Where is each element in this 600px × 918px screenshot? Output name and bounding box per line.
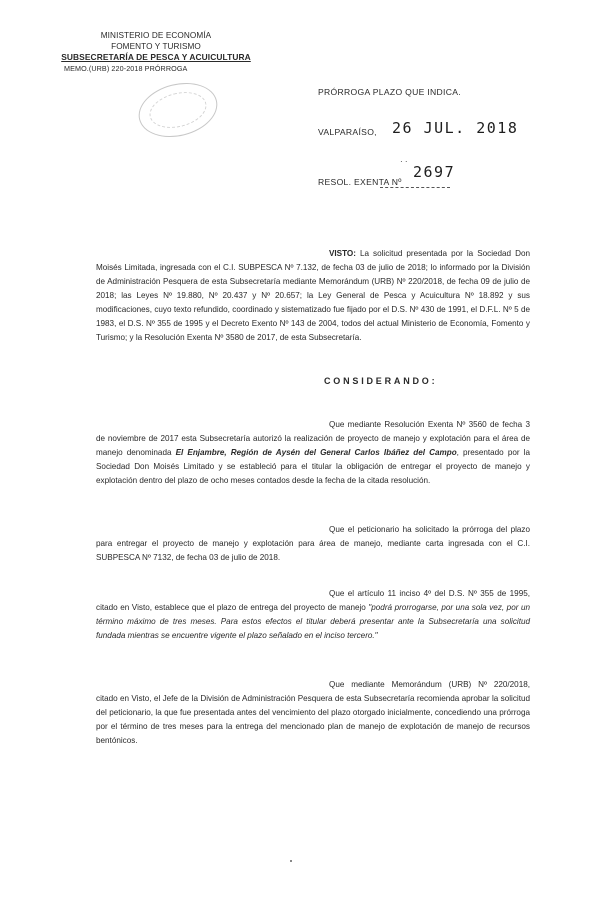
visto-paragraph <box>96 247 530 345</box>
p1-text-a: Que mediante Resolución Exenta Nº 3560 de fecha 3 de noviembre de 2017 esta Subsecretaría autorizó la realización de proyecto de manejo y explotación para el área de manejo denominada <box>96 420 530 457</box>
considerando-paragraph-4: Que mediante Memorándum (URB) Nº 220/2018, citado en Visto, el Jefe de la División de Administración Pesquera de esta Subsecretaría recomienda aprobar la solicitud del peticionario, la que fue presentada antes del vencimiento del plazo otorgado inicialmente, concediendo una prórroga por el término de tres meses para la entrega del mencionado plan de manejo de explotación de manejo de recursos bentónicos. <box>96 680 530 745</box>
date-stamp: 26 JUL. 2018 <box>392 119 519 137</box>
resolution-underline <box>380 187 450 188</box>
ministry-line-2: FOMENTO Y TURISMO <box>111 42 201 51</box>
page-mark <box>290 860 292 862</box>
considerando-paragraph-1 <box>96 418 530 488</box>
ministry-line: MINISTERIO DE ECONOMÍA <box>100 31 212 40</box>
resolution-number: 2697 <box>413 163 456 181</box>
p3-text-a: Que el artículo 11 inciso 4º del D.S. Nº 355 de 1995, citado en Visto, establece que el plazo de entrega del proyecto de manejo <box>96 589 530 612</box>
document-subject: PRÓRROGA PLAZO QUE INDICA. <box>318 87 461 97</box>
memo-reference: MEMO.(URB) 220-2018 PRÓRROGA <box>64 64 188 73</box>
considerando-paragraph-3 <box>96 587 530 643</box>
p1-area-name: El Enjambre, Región de Aysén del General Carlos Ibáñez del Campo <box>175 448 457 457</box>
visto-lead: VISTO: <box>329 249 356 258</box>
letterhead <box>56 30 256 74</box>
undersecretariat-line: SUBSECRETARÍA DE PESCA Y ACUICULTURA <box>61 52 251 62</box>
tick-mark: · · <box>400 157 408 166</box>
resolution-label: RESOL. EXENTA Nº <box>318 177 402 187</box>
p1-text-c: , presentado por la Sociedad Don Moisés Limitado y se estableció para el titular la obligación de entregar el proyecto de manejo y explotación dentro del plazo de ocho meses contados desde la fecha de la citada resolución. <box>96 448 530 485</box>
considerando-paragraph-2: Que el peticionario ha solicitado la prórroga del plazo para entregar el proyecto de manejo y explotación para área de manejo, mediante carta ingresada con el C.I. SUBPESCA Nº 7132, de fecha 03 de julio de 2018. <box>96 525 530 562</box>
visto-text: La solicitud presentada por la Sociedad Don Moisés Limitada, ingresada con el C.I. SUBPESCA Nº 7.132, de fecha 03 de julio de 2018; lo informado por la División de Administración Pesquera de esta Subsecretaría mediante Memorándum (URB) Nº 220/2018, de fecha 09 de julio de 2018; las Leyes Nº 19.880, Nº 20.437 y Nº 20.657; la Ley General de Pesca y Acuicultura Nº 18.892 y sus modificaciones, cuyo texto refundido, coordinado y sistematizado fue fijado por el D.S. Nº 430 de 1991, el D.F.L. Nº 5 de 1983, el D.S. Nº 355 de 1995 y el Decreto Exento Nº 143 de 2004, todos del actual Ministerio de Economía, Fomento y Turismo; y la Resolución Exenta Nº 3580 de 2017, de esta Subsecretaría. <box>96 249 530 342</box>
seal-stamp <box>133 75 223 145</box>
place-label: VALPARAÍSO, <box>318 127 377 137</box>
considerando-heading: CONSIDERANDO: <box>324 376 438 386</box>
p3-quote: "podrá prorrogarse, por una sola vez, por un término máximo de tres meses. Para estos efectos el titular deberá presentar ante la Subsecretaría una solicitud fundada mientras se encuentre vigente el plazo señalado en el inciso tercero." <box>96 603 531 640</box>
